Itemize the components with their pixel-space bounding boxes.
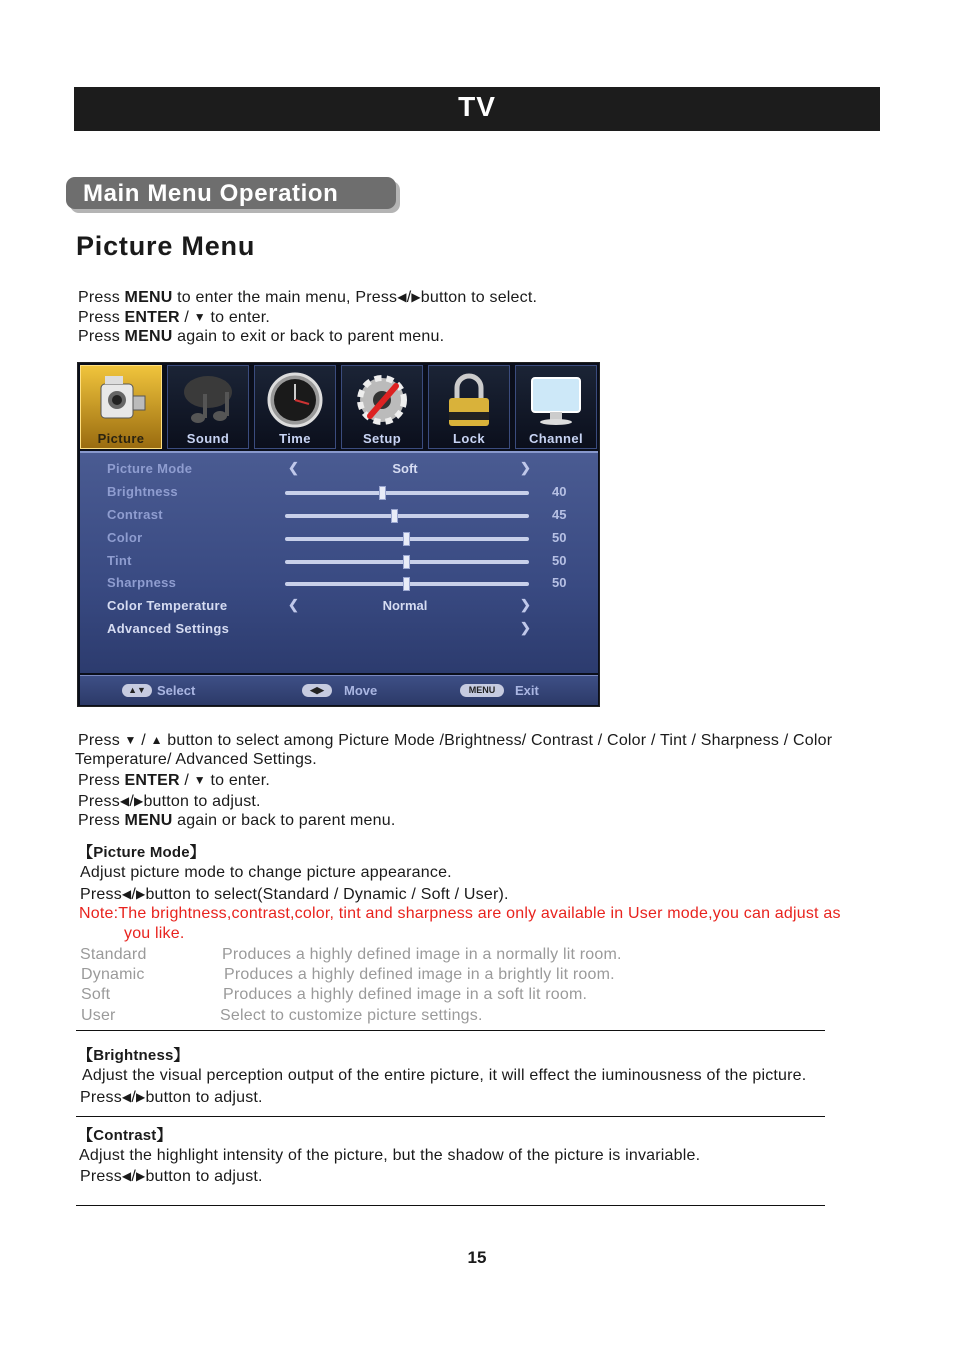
gear-icon <box>352 370 412 430</box>
down-arrow-icon: ▼ <box>124 733 137 747</box>
nav-line-1: Press ▼ / ▲ button to select among Picture Mode /Brightness/ Contrast / Color / Tint / Sharpness / Color <box>78 732 833 749</box>
intro-line-2: Press ENTER / ▼ to enter. <box>78 309 271 326</box>
mode-desc-standard: Produces a highly defined image in a normally lit room. <box>222 946 622 963</box>
right-arrow-icon: ▶ <box>136 1169 146 1183</box>
osd-row-advanced-settings: Advanced Settings <box>107 621 230 636</box>
left-chevron-icon: ❮ <box>288 460 299 475</box>
left-right-keys-icon: ◀▶ <box>302 684 332 697</box>
osd-color-temperature-value: Normal <box>382 598 428 613</box>
contrast-adjust-line: Press◀/▶button to adjust. <box>80 1168 263 1185</box>
osd-picture-mode-value: Soft <box>392 461 418 476</box>
divider <box>76 1205 825 1206</box>
left-arrow-icon: ◀ <box>121 1090 132 1104</box>
tab-picture: Picture <box>80 365 162 449</box>
mode-desc-user: Select to customize picture settings. <box>220 1007 483 1024</box>
right-arrow-icon: ▶ <box>136 887 146 901</box>
footer-select: Select <box>157 683 196 698</box>
section-title: Main Menu Operation <box>83 180 339 207</box>
left-arrow-icon: ◀ <box>397 290 407 304</box>
osd-screenshot <box>77 362 600 707</box>
color-value: 50 <box>552 530 567 545</box>
clock-icon <box>265 370 325 430</box>
osd-row-color-temperature: Color Temperature <box>107 598 228 613</box>
contrast-heading: 【Contrast】 <box>78 1127 172 1144</box>
brightness-slider <box>285 491 529 495</box>
divider <box>76 1030 825 1031</box>
nav-line-2: Temperature/ Advanced Settings. <box>75 751 317 768</box>
brightness-heading: 【Brightness】 <box>78 1047 189 1064</box>
slider-knob <box>403 577 410 591</box>
osd-picture-panel <box>80 451 598 673</box>
nav-line-4: Press◀/▶button to adjust. <box>78 793 261 810</box>
slider-knob <box>403 532 410 546</box>
monitor-icon <box>526 370 586 430</box>
page-heading: Picture Menu <box>76 231 256 261</box>
camera-icon <box>91 370 151 430</box>
contrast-desc: Adjust the highlight intensity of the picture, but the shadow of the picture is invariable. <box>79 1147 701 1164</box>
contrast-slider <box>285 514 529 518</box>
note-line-1: Note:The brightness,contrast,color, tint and sharpness are only available in User mode,you can adjust as <box>79 905 841 922</box>
section-pill <box>66 177 396 209</box>
mode-desc-soft: Produces a highly defined image in a soft lit room. <box>223 986 588 1003</box>
tint-value: 50 <box>552 553 567 568</box>
left-arrow-icon: ◀ <box>121 1169 132 1183</box>
mode-name-soft: Soft <box>81 986 111 1003</box>
chapter-header <box>74 87 880 131</box>
mode-desc-dynamic: Produces a highly defined image in a brightly lit room. <box>224 966 615 983</box>
brightness-adjust-line: Press◀/▶button to adjust. <box>80 1089 263 1106</box>
osd-row-color: Color <box>107 530 143 545</box>
down-arrow-icon: ▼ <box>193 773 206 787</box>
up-arrow-icon: ▲ <box>150 733 163 747</box>
right-arrow-icon: ▶ <box>136 1090 146 1104</box>
tab-sound: Sound <box>167 365 249 449</box>
mode-name-dynamic: Dynamic <box>81 966 145 983</box>
osd-row-tint: Tint <box>107 553 132 568</box>
mode-name-standard: Standard <box>80 946 147 963</box>
right-chevron-icon: ❯ <box>520 620 531 635</box>
intro-line-1: Press MENU to enter the main menu, Press◀/▶button to select. <box>78 289 538 306</box>
tab-time: Time <box>254 365 336 449</box>
left-arrow-icon: ◀ <box>121 887 132 901</box>
contrast-value: 45 <box>552 507 567 522</box>
tab-setup: Setup <box>341 365 423 449</box>
brightness-desc: Adjust the visual perception output of the entire picture, it will effect the iuminousness of the picture. <box>82 1067 807 1084</box>
up-down-keys-icon: ▲▼ <box>122 684 152 697</box>
mode-name-user: User <box>81 1007 116 1024</box>
picture-mode-heading: 【Picture Mode】 <box>78 844 205 861</box>
page-number: 15 <box>467 1248 487 1267</box>
osd-row-sharpness: Sharpness <box>107 575 177 590</box>
right-arrow-icon: ▶ <box>411 290 421 304</box>
intro-line-3: Press MENU again to exit or back to parent menu. <box>78 328 445 345</box>
right-chevron-icon: ❯ <box>520 597 531 612</box>
slider-knob <box>379 486 386 500</box>
osd-row-picture-mode: Picture Mode <box>107 461 193 476</box>
right-arrow-icon: ▶ <box>134 794 144 808</box>
music-note-icon <box>178 370 238 430</box>
note-line-2: you like. <box>124 925 185 942</box>
brightness-value: 40 <box>552 484 567 499</box>
osd-footer <box>80 675 598 705</box>
chapter-title: TV <box>458 91 496 122</box>
osd-row-brightness: Brightness <box>107 484 178 499</box>
sharpness-value: 50 <box>552 575 567 590</box>
footer-exit: Exit <box>515 683 539 698</box>
sharpness-slider <box>285 582 529 586</box>
divider <box>76 1116 825 1117</box>
right-chevron-icon: ❯ <box>520 460 531 475</box>
nav-line-5: Press MENU again or back to parent menu. <box>78 812 396 829</box>
left-arrow-icon: ◀ <box>119 794 130 808</box>
footer-move: Move <box>344 683 378 698</box>
padlock-icon <box>439 370 499 430</box>
color-slider <box>285 537 529 541</box>
nav-line-3: Press ENTER / ▼ to enter. <box>78 772 271 789</box>
tint-slider <box>285 560 529 564</box>
picture-mode-desc: Adjust picture mode to change picture appearance. <box>80 864 452 881</box>
slider-knob <box>403 555 410 569</box>
picture-mode-select-line: Press◀/▶button to select(Standard / Dynamic / Soft / User). <box>80 886 509 903</box>
tab-lock: Lock <box>428 365 510 449</box>
osd-row-contrast: Contrast <box>107 507 163 522</box>
slider-knob <box>391 509 398 523</box>
down-arrow-icon: ▼ <box>193 310 206 324</box>
left-chevron-icon: ❮ <box>288 597 299 612</box>
tab-channel: Channel <box>515 365 597 449</box>
menu-key-icon: MENU <box>460 684 504 697</box>
